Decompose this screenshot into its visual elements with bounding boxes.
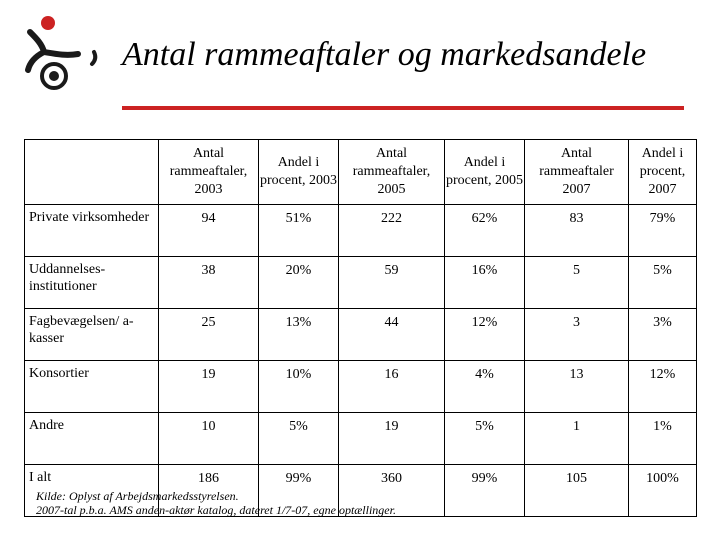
table-cell: 83 bbox=[525, 205, 629, 257]
table-cell: 360 bbox=[339, 465, 445, 517]
row-label: Andre bbox=[25, 413, 159, 465]
table-cell: 5 bbox=[525, 257, 629, 309]
page-title: Antal rammeaftaler og markedsandele bbox=[122, 36, 647, 73]
table-cell: 105 bbox=[525, 465, 629, 517]
row-label: Uddannelses-institutioner bbox=[25, 257, 159, 309]
table-cell: 10 bbox=[159, 413, 259, 465]
table-cell: 5% bbox=[445, 413, 525, 465]
row-label: Private virksomheder bbox=[25, 205, 159, 257]
table-cell: 38 bbox=[159, 257, 259, 309]
table-cell: 99% bbox=[259, 465, 339, 517]
table-cell: 12% bbox=[445, 309, 525, 361]
table-cell: 44 bbox=[339, 309, 445, 361]
table-row bbox=[25, 309, 697, 361]
table-cell: 19 bbox=[339, 413, 445, 465]
table-cell: 94 bbox=[159, 205, 259, 257]
header-cell: Antal rammeaftaler, 2003 bbox=[159, 140, 259, 205]
header-cell: Andel i procent, 2005 bbox=[445, 140, 525, 205]
table-cell: 222 bbox=[339, 205, 445, 257]
title-divider bbox=[122, 106, 684, 110]
header-cell: Antal rammeaftaler, 2005 bbox=[339, 140, 445, 205]
framework-agreements-table bbox=[24, 139, 697, 517]
table-cell: 3% bbox=[629, 309, 697, 361]
table-cell: 25 bbox=[159, 309, 259, 361]
source-line-2: 2007-tal p.b.a. AMS anden-aktør katalog, dateret 1/7-07, egne optællinger. bbox=[36, 503, 396, 517]
source-line-1: Kilde: Oplyst af Arbejdsmarkedsstyrelsen. bbox=[36, 489, 239, 503]
table-row bbox=[25, 257, 697, 309]
header-cell: Andel i procent, 2007 bbox=[629, 140, 697, 205]
table-cell: 13 bbox=[525, 361, 629, 413]
table-row bbox=[25, 205, 697, 257]
table-cell: 99% bbox=[445, 465, 525, 517]
table-cell: 1% bbox=[629, 413, 697, 465]
header-cell: Andel i procent, 2003 bbox=[259, 140, 339, 205]
header-cell: Antal rammeaftaler 2007 bbox=[525, 140, 629, 205]
table-cell: 79% bbox=[629, 205, 697, 257]
table-cell: 3 bbox=[525, 309, 629, 361]
table-cell: 51% bbox=[259, 205, 339, 257]
row-label: I alt bbox=[25, 465, 159, 517]
source-note bbox=[36, 489, 396, 517]
header-cell-empty bbox=[25, 140, 159, 205]
logo-small-tick-icon bbox=[92, 52, 95, 64]
table-cell: 12% bbox=[629, 361, 697, 413]
table-cell: 19 bbox=[159, 361, 259, 413]
table-cell: 59 bbox=[339, 257, 445, 309]
table-cell: 5% bbox=[629, 257, 697, 309]
logo-ring-center-icon bbox=[49, 71, 59, 81]
table-cell: 16% bbox=[445, 257, 525, 309]
organization-logo bbox=[22, 14, 102, 98]
row-label: Konsortier bbox=[25, 361, 159, 413]
table-cell: 1 bbox=[525, 413, 629, 465]
table-cell: 16 bbox=[339, 361, 445, 413]
table-row bbox=[25, 413, 697, 465]
table-cell: 5% bbox=[259, 413, 339, 465]
table-cell: 186 bbox=[159, 465, 259, 517]
table-cell: 20% bbox=[259, 257, 339, 309]
table-cell: 13% bbox=[259, 309, 339, 361]
table-row bbox=[25, 361, 697, 413]
table-cell: 100% bbox=[629, 465, 697, 517]
table-cell: 10% bbox=[259, 361, 339, 413]
row-label: Fagbevægelsen/ a-kasser bbox=[25, 309, 159, 361]
table-header-row bbox=[25, 140, 697, 205]
table-cell: 62% bbox=[445, 205, 525, 257]
table-cell: 4% bbox=[445, 361, 525, 413]
logo-red-dot-icon bbox=[41, 16, 55, 30]
